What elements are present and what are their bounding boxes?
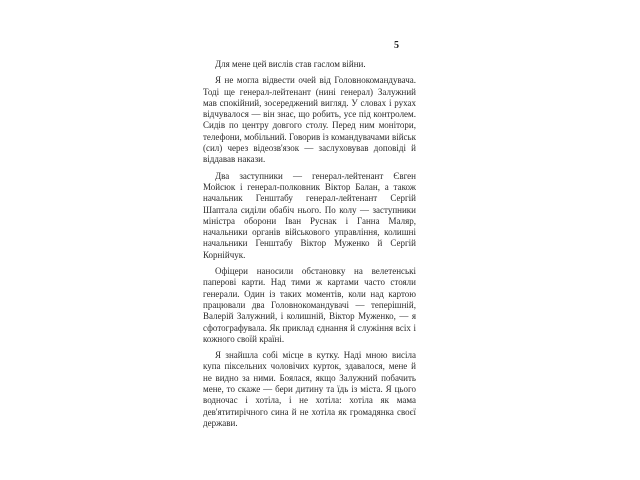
- paragraph: Два заступники — генерал-лейтенант Євген Мойсюк і генерал-полковник Віктор Балан, а також начальник Генштабу генерал-лейтенант Сергій Шаптала сиділи обабіч нього. По колу — заступники міністра оборони Іван Руснак і Ганна Маляр, начальники органів військового управління, колишні начальники Генштабу Віктор Муженко й Сергій Корнійчук.: [203, 170, 416, 260]
- paragraph: Я знайшла собі місце в кутку. Наді мною висіла купа піксельних чоловічих курток, здавалося, мене й не видно за ними. Боялася, якщо Залужний побачить мене, то скаже — бери дитину та їдь із міста. Я цього водночас і хотіла, і не хотіла: хотіла як мама дев'ятитирічного сина й не хотіла як громадянка своєї держави.: [203, 350, 416, 428]
- page-number: 5: [394, 40, 399, 51]
- body-text: [203, 59, 416, 434]
- paragraph: Офіцери наносили обстановку на велетенські паперові карти. Над тими ж картами часто стояли генерали. Один із таких моментів, коли над картою працювали два Головнокомандувачі — теперішній, Валерій Залужний, і колишній, Віктор Муженко, — я сфотографувала. Як приклад єднання й служіння всіх і кожного своїй країні.: [203, 266, 416, 344]
- paragraph: Я не могла відвести очей від Головнокомандувача. Тоді ще генерал-лейтенант (нині генерал) Залужний мав спокійний, зосереджений вигляд. У словах і рухах відчувалося — він знає, що робить, усе під контролем. Сидів по центру довгого столу. Перед ним монітори, телефони, мобільний. Говорив із командувачами військ (сил) через відеозв'язок — заслуховував доповіді й віддавав накази.: [203, 75, 416, 165]
- paragraph: Для мене цей вислів став гаслом війни.: [215, 59, 366, 69]
